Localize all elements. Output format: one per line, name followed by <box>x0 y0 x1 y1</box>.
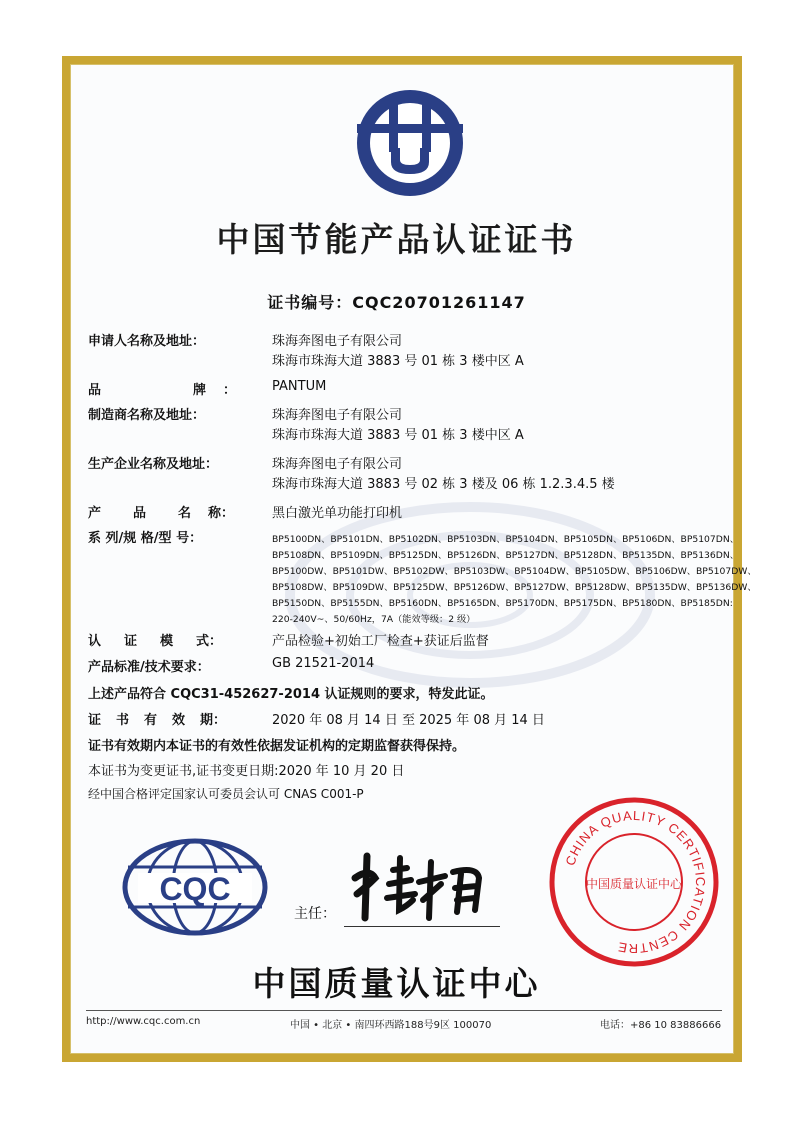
cqc-logo-text: CQC <box>159 871 231 907</box>
applicant-name: 珠海奔图电子有限公司 <box>272 334 403 349</box>
standard-label: 产品标准/技术要求： <box>88 660 210 675</box>
product-name-value: 黑白激光单功能打印机 <box>272 506 403 521</box>
brand-value: PANTUM <box>272 379 327 394</box>
certificate-number: 证书编号：CQC20701261147 <box>267 293 526 312</box>
model-line: 220-240V~、50/60Hz，7A（能效等级：2 级） <box>272 614 476 625</box>
director-label: 主任： <box>294 906 336 922</box>
footer-phone: 电话：+86 10 83886666 <box>600 1020 722 1031</box>
accreditation-note: 经中国合格评定国家认可委员会认可 CNAS C001-P <box>88 787 364 801</box>
manufacturer-name: 珠海奔图电子有限公司 <box>272 408 403 423</box>
change-note: 本证书为变更证书,证书变更日期:2020 年 10 月 20 日 <box>88 764 405 779</box>
product-name-label: 产 品 名 称： <box>88 506 235 521</box>
certificate-title: 中国节能产品认证证书 <box>216 220 577 259</box>
cqc-logo-icon <box>120 837 270 937</box>
footer-divider <box>86 1010 722 1011</box>
official-seal-icon <box>548 796 720 968</box>
model-line: BP5150DN、BP5155DN、BP5160DN、BP5165DN、BP5170DN、BP5175DN、BP5180DN、BP5185DN: <box>272 598 733 609</box>
cert-mode-label: 认 证 模 式： <box>88 634 223 649</box>
energy-saving-emblem-icon <box>355 88 465 198</box>
validity-note: 证书有效期内本证书的有效性依据发证机构的定期监督获得保持。 <box>88 739 466 754</box>
model-line: BP5100DW、BP5101DW、BP5102DW、BP5103DW、BP5104DW、BP5105DW、BP5106DW、BP5107DW、 <box>272 566 757 577</box>
model-label: 系 列/规 格/型 号： <box>88 531 203 546</box>
validity-value: 2020 年 08 月 14 日 至 2025 年 08 月 14 日 <box>272 713 545 728</box>
manufacturer-address: 珠海市珠海大道 3883 号 01 栋 3 楼中区 A <box>272 428 524 443</box>
model-line: BP5100DN、BP5101DN、BP5102DN、BP5103DN、BP5104DN、BP5105DN、BP5106DN、BP5107DN、 <box>272 534 739 545</box>
footer-url[interactable]: http://www.cqc.com.cn <box>86 1016 201 1027</box>
applicant-address: 珠海市珠海大道 3883 号 01 栋 3 楼中区 A <box>272 354 524 369</box>
model-line: BP5108DN、BP5109DN、BP5125DN、BP5126DN、BP5127DN、BP5128DN、BP5135DN、BP5136DN、 <box>272 550 739 561</box>
validity-label: 证 书 有 效 期： <box>88 713 227 728</box>
applicant-label: 申请人名称及地址： <box>88 334 206 349</box>
standard-value: GB 21521-2014 <box>272 656 375 671</box>
seal-center-text: 中国质量认证中心 <box>585 877 683 891</box>
factory-name: 珠海奔图电子有限公司 <box>272 457 403 472</box>
manufacturer-label: 制造商名称及地址： <box>88 408 206 423</box>
seal-ring-text: CHINA QUALITY CERTIFICATION CENTRE <box>562 807 709 957</box>
factory-address: 珠海市珠海大道 3883 号 02 栋 3 楼及 06 栋 1.2.3.4.5 楼 <box>272 477 615 492</box>
footer-address: 中国 • 北京 • 南四环西路188号9区 100070 <box>290 1020 492 1031</box>
model-line: BP5108DW、BP5109DW、BP5125DW、BP5126DW、BP5127DW、BP5128DW、BP5135DW、BP5136DW、 <box>272 582 757 593</box>
issuing-organization: 中国质量认证中心 <box>252 964 541 1003</box>
cert-mode-value: 产品检验+初始工厂检查+获证后监督 <box>272 634 489 649</box>
signature-line <box>344 926 500 927</box>
conformity-statement: 上述产品符合 CQC31-452627-2014 认证规则的要求，特发此证。 <box>88 687 494 702</box>
director-signature-icon <box>345 848 500 926</box>
brand-label: 品 牌 ： <box>88 383 237 398</box>
factory-label: 生产企业名称及地址： <box>88 457 219 472</box>
